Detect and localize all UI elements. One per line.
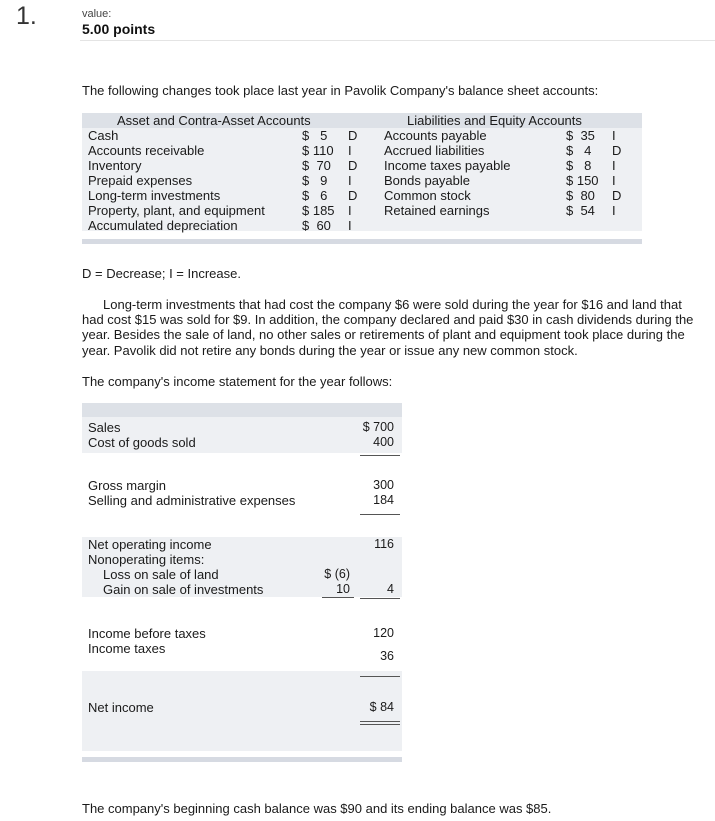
asset-name: Prepaid expenses — [88, 173, 193, 188]
asset-amount: $ 70 — [302, 158, 331, 173]
asset-amount: $ 5 — [302, 128, 328, 143]
income-statement-bottom-bar — [82, 757, 402, 762]
liability-amount: $ 4 — [566, 143, 592, 158]
liability-amount: $ 80 — [566, 188, 595, 203]
asset-name: Accounts receivable — [88, 143, 205, 158]
asset-amount: $ 9 — [302, 173, 328, 188]
asset-name: Cash — [88, 128, 119, 143]
income-before-taxes-value: 120 — [373, 626, 394, 640]
nonoperating-label: Nonoperating items: — [88, 552, 205, 567]
liabilities-header: Liabilities and Equity Accounts — [407, 113, 582, 128]
asset-change-code: D — [348, 128, 358, 143]
income-statement-table — [82, 403, 402, 760]
sales-value: $ 700 — [362, 420, 394, 434]
income-intro-text: The company's income statement for the year follows: — [82, 374, 393, 389]
sales-label: Sales — [88, 420, 121, 435]
liability-name: Common stock — [384, 188, 471, 203]
asset-change-code: I — [348, 143, 352, 158]
liability-change-code: I — [612, 203, 616, 218]
gross-margin-label: Gross margin — [88, 478, 167, 493]
gain-investments-value: 10 — [336, 582, 350, 596]
nonoperating-total: 4 — [387, 582, 394, 596]
liability-amount: $ 54 — [566, 203, 595, 218]
liability-name: Bonds payable — [384, 173, 471, 188]
liability-name: Income taxes payable — [384, 158, 511, 173]
underline — [360, 598, 400, 599]
header-divider — [80, 40, 715, 41]
net-operating-label: Net operating income — [88, 537, 212, 552]
asset-change-code: D — [348, 188, 358, 203]
asset-amount: $ 6 — [302, 188, 328, 203]
net-income-label: Net income — [88, 700, 154, 715]
liability-change-code: D — [612, 188, 622, 203]
net-operating-value: 116 — [374, 537, 394, 551]
asset-name: Property, plant, and equipment — [88, 203, 265, 218]
liability-amount: $ 35 — [566, 128, 595, 143]
loss-land-label: Loss on sale of land — [103, 567, 219, 582]
balance-sheet-table — [82, 113, 642, 231]
underline — [360, 455, 400, 456]
liability-name: Retained earnings — [384, 203, 490, 218]
cogs-label: Cost of goods sold — [88, 435, 196, 450]
underline — [322, 597, 354, 598]
selling-admin-value: 184 — [373, 493, 394, 507]
asset-name: Inventory — [88, 158, 142, 173]
liability-change-code: I — [612, 128, 616, 143]
asset-change-code: D — [348, 158, 358, 173]
assets-header: Asset and Contra-Asset Accounts — [117, 113, 311, 128]
income-before-taxes-label: Income before taxes — [88, 626, 206, 641]
net-income-value: $ 84 — [369, 700, 394, 714]
asset-change-code: I — [348, 203, 352, 218]
asset-amount: $ 60 — [302, 218, 331, 233]
legend-text: D = Decrease; I = Increase. — [82, 266, 241, 281]
underline — [360, 676, 400, 677]
asset-amount: $ 185 — [302, 203, 335, 218]
description-paragraph: Long-term investments that had cost the company $6 were sold during the year for $16 and land that had cost $15 was sold for $9. In addition, the company declared and paid $30 in cash dividends during the year. Besides the sale of land, no other sales or retirements of plant and equipment took place during the year. Pavolik did not retire any bonds during the year or issue any new common stock. — [82, 297, 694, 358]
underline — [360, 514, 400, 515]
loss-land-value: $ (6) — [324, 567, 350, 581]
liability-change-code: I — [612, 173, 616, 188]
double-underline-bottom — [360, 724, 400, 725]
asset-name: Accumulated depreciation — [88, 218, 238, 233]
asset-change-code: I — [348, 218, 352, 233]
cogs-value: 400 — [373, 435, 394, 449]
points-value: 5.00 points — [82, 21, 156, 37]
question-number: 1. — [16, 2, 37, 30]
liability-name: Accrued liabilities — [384, 143, 485, 158]
liability-amount: $ 8 — [566, 158, 592, 173]
liability-name: Accounts payable — [384, 128, 487, 143]
liability-change-code: I — [612, 158, 616, 173]
closing-text: The company's beginning cash balance was $90 and its ending balance was $85. — [82, 801, 552, 816]
intro-text: The following changes took place last year in Pavolik Company's balance sheet accounts: — [82, 83, 599, 98]
value-label: value: — [82, 8, 112, 20]
gross-margin-value: 300 — [373, 478, 394, 492]
income-header-bar — [82, 403, 402, 417]
asset-amount: $ 110 — [302, 143, 334, 158]
asset-name: Long-term investments — [88, 188, 221, 203]
income-taxes-label: Income taxes — [88, 641, 166, 656]
selling-admin-label: Selling and administrative expenses — [88, 493, 296, 508]
balance-sheet-bottom-bar — [82, 239, 642, 244]
asset-change-code: I — [348, 173, 352, 188]
liability-amount: $ 150 — [566, 173, 599, 188]
liability-change-code: D — [612, 143, 622, 158]
double-underline-top — [360, 721, 400, 722]
income-taxes-value: 36 — [380, 649, 394, 663]
gain-investments-label: Gain on sale of investments — [103, 582, 264, 597]
